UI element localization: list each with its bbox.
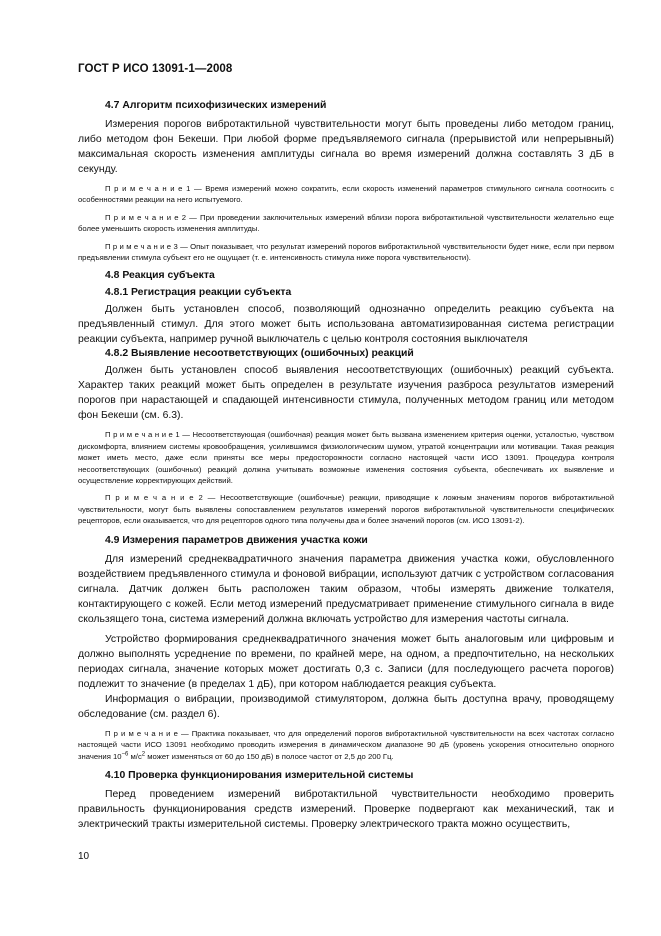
section-4-8-1-paragraph: Должен быть установлен способ, позволяющий однозначно определить реакцию субъекта на предъявленный стимул. Для этого может быть использована автоматизированная система регистрации реакции субъекта, например ручной выключатель с целью контроля состояния выключателя [78, 304, 614, 346]
section-4-9-paragraph-2: Устройство формирования среднеквадратичного значения может быть аналоговым или цифровым и должно выполнять усреднение по времени, по крайней мере, на одном, а предпочтительно, на нескольких периодах сигнала, значение которых может достигать 0,3 с. Записи (для последующего расчета порогов) подлежит то значение (в пределах 1 дБ), при котором наблюдается реакция субъекта. [78, 633, 614, 690]
section-4-10-paragraph: Перед проведением измерений вибротактильной чувствительности необходимо проверить правильность функционирования средств измерений. Проверке подвергают как механический, так и электрический тракты измерительной системы. Проверку электрического тракта можно осуществить, [78, 788, 614, 830]
note-text-b: м/с [128, 751, 142, 761]
section-4-7-paragraph: Измерения порогов вибротактильной чувствительности могут быть проведены либо методом границ, либо методом фон Бекеши. При любой форме предъявляемого сигнала (прерывистой или непрерывный) максимальная скорость изменения амплитуды сигнала во время измерений должна составлять 3 дБ в секунду. [78, 119, 614, 175]
section-4-7-heading: 4.7 Алгоритм психофизических измерений [105, 100, 327, 111]
section-4-9-paragraph-3: Информация о вибрации, производимой стимулятором, должна быть доступна врачу, проводящему обследование (см. раздел 6). [78, 693, 614, 720]
section-4-8-2-paragraph: Должен быть установлен способ выявления несоответствующих (ошибочных) реакций субъекта. Характер таких реакций может быть определен в результате изучения разброса результатов измерений порогов при нарастающей и спадающей интенсивности стимула, полученных методом границ или методом фон Бекеши (см. 6.3). [78, 365, 614, 422]
section-4-9-heading: 4.9 Измерения параметров движения участка кожи [105, 534, 368, 546]
section-4-8-heading: 4.8 Реакция субъекта [105, 270, 215, 282]
section-4-8-1-heading: 4.8.1 Регистрация реакции субъекта [105, 287, 292, 299]
section-4-7-note-2: П р и м е ч а н и е 2 — При проведении заключительных измерений вблизи порога вибротактильной чувствительности желательно еще более уменьшить скорость изменения амплитуды. [78, 212, 614, 234]
section-4-9-note [78, 728, 614, 762]
note-exponent: −6 [121, 750, 129, 757]
section-4-7-note-1: П р и м е ч а н и е 1 — Время измерений можно сократить, если скорость изменений параметров стимульного сигнала соотносить с особенностями реакции на него испытуемого. [78, 184, 614, 205]
page-number: 10 [78, 851, 90, 862]
section-4-10-heading: 4.10 Проверка функционирования измерительной системы [105, 769, 414, 781]
section-4-8-2-note-1: П р и м е ч а н и е 1 — Несоответствующая (ошибочная) реакция может быть вызвана изменением критерия оценки, усталостью, чувством дискомфорта, влиянием системы кровообращения, усилившимся физиологическим шумом, утратой концентрации или мотивации. Такая реакция может иметь место, даже если приняты все меры предосторожности согласно настоящей части ИСО 13091. Процедура контроля несоответствующих (ошибочных) реакций должна учитывать возможные изменения состояния субъекта, обеспечивать их выявление и осуществление корректирующих действий. [78, 430, 614, 486]
document-header: ГОСТ Р ИСО 13091-1—2008 [78, 63, 233, 75]
section-4-8-2-note-2: П р и м е ч а н и е 2 — Несоответствующие (ошибочные) реакции, приводящие к ложным значениям порогов вибротактильной чувствительности, могут быть выявлены сопоставлением результатов измерений порогов вибротактильной чувствительности специфических рецепторов, если оказывается, что для рецепторов одного типа получены два и более значений порогов (см. ИСО 13091-2). [78, 493, 614, 526]
section-4-8-2-heading: 4.8.2 Выявление несоответствующих (ошибочных) реакций [105, 348, 414, 360]
note-text-a: П р и м е ч а н и е — Практика показывает, что для определений порогов вибротактильной чувствительности на всех частотах согласно настоящей части ИСО 13091 необходимо проводить измерения в динамическом диапазоне 90 дБ (уровень ускорения относительно опорного значения 10 [78, 728, 614, 761]
section-4-7-note-3: П р и м е ч а н и е 3 — Опыт показывает, что результат измерений порогов вибротактильной чувствительности будет ниже, если при первом предъявлении стимула субъект его не ощущает (т. е. интенсивность стимула ниже порога чувствительности). [78, 241, 614, 263]
note-text-c: может изменяться от 60 до 150 дБ) в полосе частот от 2,5 до 200 Гц. [145, 751, 394, 761]
section-4-9-paragraph-1: Для измерений среднеквадратичного значения параметра движения участка кожи, обусловленного воздействием предъявленного стимула и фоновой вибрации, используют датчик с устройством согласования сигнала. Датчик должен быть расположен таким образом, чтобы измерять движение толкателя, контактирующего с кожей. Если метод измерений предусматривает применение стимульного сигнала в виде скользящего тона, система измерений должна включать устройство для измерения частоты сигнала. [78, 553, 614, 625]
page-content [78, 99, 614, 832]
note-exponent-2: 2 [141, 750, 146, 757]
